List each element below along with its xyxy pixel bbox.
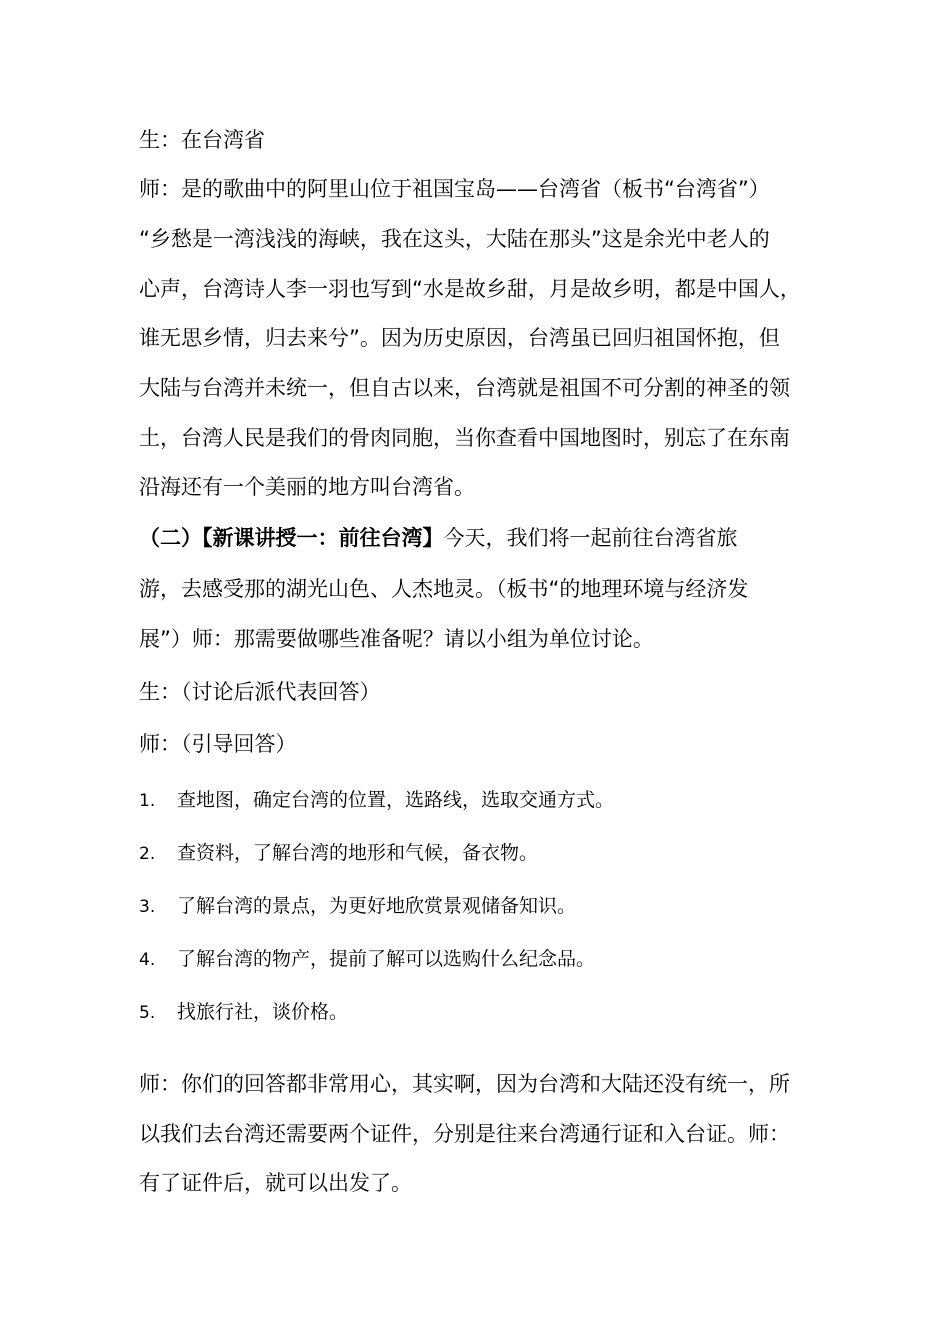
list-text: 查地图，确定台湾的位置，选路线，选取交通方式。 [177, 789, 615, 811]
list-item [139, 944, 819, 975]
student-reply-line: 生：（讨论后派代表回答） [139, 680, 381, 704]
paragraph-line: 大陆与台湾并未统一，但自古以来，台湾就是祖国不可分割的神圣的领 [139, 376, 790, 400]
paragraph-line: 以我们去台湾还需要两个证件，分别是往来台湾通行证和入台证。师： [139, 1122, 790, 1146]
list-number: 2. [139, 844, 156, 864]
paragraph-line: 师：是的歌曲中的阿里山位于祖国宝岛——台湾省（板书“台湾省”） [139, 177, 770, 201]
paragraph-line: 师：你们的回答都非常用心，其实啊，因为台湾和大陆还没有统一，所 [139, 1072, 790, 1096]
list-text: 查资料，了解台湾的地形和气候，备衣物。 [177, 842, 539, 864]
list-number: 1. [139, 791, 156, 811]
paragraph-line: 沿海还有一个美丽的地方叫台湾省。 [139, 475, 475, 499]
paragraph-line: 展”）师：那需要做哪些准备呢？请以小组为单位讨论。 [139, 627, 654, 651]
list-item [139, 891, 819, 922]
section-first-line [139, 523, 819, 553]
paragraph-line: 心声，台湾诗人李一羽也写到“水是故乡甜，月是故乡明，都是中国人， [139, 277, 801, 301]
paragraph-line: 游，去感受那的湖光山色、人杰地灵。（板书“的地理环境与经济发 [139, 577, 749, 601]
list-number: 3. [139, 897, 156, 917]
list-text: 了解台湾的物产，提前了解可以选购什么纪念品。 [177, 948, 596, 970]
teacher-guide-line: 师：（引导回答） [139, 732, 297, 756]
paragraph-line: “乡愁是一湾浅浅的海峡，我在这头，大陆在那头”这是余光中老人的 [139, 227, 770, 251]
section-heading: （二）【新课讲授一：前往台湾】 [139, 526, 444, 550]
student-answer-line: 生：在台湾省 [139, 128, 265, 152]
list-text: 了解台湾的景点，为更好地欣赏景观储备知识。 [177, 895, 577, 917]
list-item [139, 997, 819, 1028]
list-number: 5. [139, 1003, 156, 1023]
paragraph-line: 有了证件后，就可以出发了。 [139, 1171, 412, 1195]
list-item [139, 785, 819, 816]
list-item [139, 838, 819, 869]
list-number: 4. [139, 950, 156, 970]
section-intro-text: 今天，我们将一起前往台湾省旅 [443, 526, 738, 550]
paragraph-line: 土，台湾人民是我们的骨肉同胞，当你查看中国地图时，别忘了在东南 [139, 426, 790, 450]
list-text: 找旅行社，谈价格。 [177, 1001, 349, 1023]
paragraph-line: 谁无思乡情，归去来兮”。因为历史原因，台湾虽已回归祖国怀抱，但 [139, 326, 780, 350]
